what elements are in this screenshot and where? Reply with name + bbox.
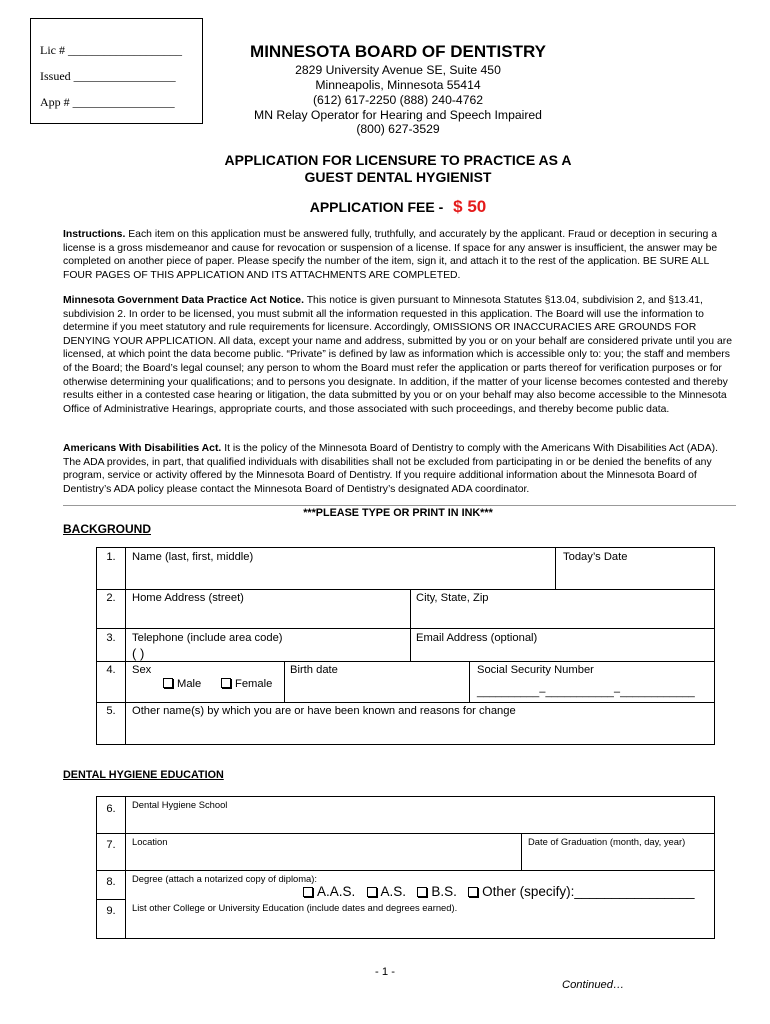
male-checkbox[interactable]: Male [163, 678, 201, 690]
aas-option[interactable]: A.A.S. [303, 884, 355, 899]
board-title: MINNESOTA BOARD OF DENTISTRY [250, 42, 546, 61]
item-number-1: 1. [106, 551, 116, 563]
item-number-8: 8. [106, 876, 116, 888]
other-option[interactable]: Other (specify):________________ [468, 884, 694, 899]
instructions-heading: Instructions. [63, 229, 126, 240]
issued-field: Issued _________________ [40, 69, 176, 83]
background-table [96, 547, 715, 745]
data-practice-paragraph [63, 294, 736, 416]
ada-heading: Americans With Disabilities Act. [63, 443, 222, 454]
ssn-field[interactable]: __________–___________–____________ [477, 686, 695, 698]
location-field[interactable]: Location [132, 836, 168, 847]
other-names-field[interactable]: Other name(s) by which you are or have been known and reasons for change [132, 705, 516, 717]
data-practice-text: This notice is given pursuant to Minnesota Statutes §13.04, subdivision 2, and §13.41, subdivision 2. In order to be licensed, you must submit all the information requested in this application. The Board will use the information to determine if you meet statutory and rule requirements for licensure. Accordingly, OMISSIONS OR INACCURACIES ARE GROUNDS FOR DENYING YOUR APPLICATION. All data, except your name and address, submitted by you or on your behalf are considered private until you are licensed, at which point the data become public. “Private” is defined by law as information which is accessible only to: you; the staff and members of the Board; the Board’s legal counsel; any person to whom the Board must refer the application or parts thereof for verification purposes or for otherwise determining your qualifications; and to persons you designate. In addition, if the matter of your license becomes contested and thereby results either in a contested case hearing or litigation, the data submitted by you or on your behalf may also become accessible to the Minnesota Office of Administrative Hearings, appropriate courts, and those associated with such proceedings, and thereby become public data. [63, 295, 732, 415]
education-table [96, 796, 715, 939]
birth-date-field[interactable]: Birth date [290, 664, 338, 676]
degree-label: Degree (attach a notarized copy of diploma): [132, 873, 317, 884]
bs-option[interactable]: B.S. [417, 884, 457, 899]
continued-note: Continued… [562, 979, 625, 991]
item-number-2: 2. [106, 592, 116, 604]
sex-label: Sex [132, 664, 152, 676]
female-checkbox[interactable]: Female [221, 678, 272, 690]
data-practice-heading: Minnesota Government Data Practice Act Notice. [63, 295, 304, 306]
license-number-field: Lic # ___________________ [40, 43, 182, 57]
fee-label: APPLICATION FEE - [309, 199, 444, 215]
city-state-zip-field[interactable]: City, State, Zip [416, 592, 489, 604]
background-heading: BACKGROUND [63, 522, 151, 536]
board-phone: (612) 617-2250 (888) 240-4762 [312, 93, 484, 107]
office-use-box [30, 18, 203, 124]
divider [63, 505, 736, 506]
checkbox-icon [417, 887, 427, 897]
home-address-field[interactable]: Home Address (street) [132, 592, 244, 604]
item-number-4: 4. [106, 664, 116, 676]
checkbox-icon [303, 887, 313, 897]
application-title-line2: GUEST DENTAL HYGIENIST [304, 169, 492, 185]
todays-date-field[interactable]: Today’s Date [563, 551, 628, 563]
fee-amount: $ 50 [453, 197, 487, 216]
email-field[interactable]: Email Address (optional) [416, 632, 538, 644]
board-address-line2: Minneapolis, Minnesota 55414 [315, 78, 481, 92]
checkbox-icon [163, 678, 173, 688]
application-fee [200, 197, 596, 217]
checkbox-icon [468, 887, 478, 897]
area-code-parens: ( ) [132, 646, 145, 661]
board-relay-phone: (800) 627-3529 [356, 122, 440, 136]
item-number-5: 5. [106, 705, 116, 717]
instructions-paragraph [63, 228, 736, 282]
degree-options [303, 884, 695, 899]
checkbox-icon [367, 887, 377, 897]
item-number-9: 9. [106, 905, 116, 917]
ink-notice: ***PLEASE TYPE OR PRINT IN INK*** [303, 507, 493, 519]
board-address-line1: 2829 University Avenue SE, Suite 450 [295, 63, 501, 77]
board-relay: MN Relay Operator for Hearing and Speech Impaired [254, 108, 542, 122]
app-number-field: App # _________________ [40, 95, 175, 109]
item-number-3: 3. [106, 632, 116, 644]
page-number: - 1 - [375, 966, 395, 978]
ada-text: It is the policy of the Minnesota Board of Dentistry to comply with the Americans With Disabilities Act (ADA). The ADA provides, in part, that qualified individuals with disabilities shall not be excluded from participating in or be denied the benefits of any program, service or activity offered by the Minnesota Board of Dentistry. If you require additional information about the Minnesota Board of Dentistry’s ADA policy please contact the Minnesota Board of Dentistry’s designated ADA coordinator. [63, 443, 718, 495]
other-education-field[interactable]: List other College or University Education (include dates and degrees earned). [132, 902, 458, 913]
checkbox-icon [221, 678, 231, 688]
application-title-line1: APPLICATION FOR LICENSURE TO PRACTICE AS A [224, 152, 572, 168]
item-number-6: 6. [106, 803, 116, 815]
as-option[interactable]: A.S. [367, 884, 407, 899]
ada-paragraph [63, 442, 736, 496]
dental-hygiene-school-field[interactable]: Dental Hygiene School [132, 799, 228, 810]
telephone-field[interactable]: Telephone (include area code) [132, 632, 283, 644]
ssn-label: Social Security Number [477, 664, 594, 676]
education-heading: DENTAL HYGIENE EDUCATION [63, 769, 224, 781]
graduation-date-field[interactable]: Date of Graduation (month, day, year) [528, 836, 686, 847]
item-number-7: 7. [106, 839, 116, 851]
instructions-text: Each item on this application must be answered fully, truthfully, and accurately by the applicant. Fraud or deception in securing a license is a gross misdemeanor and cause for revocation or suspension of a license. If space for any answer is insufficient, the answer may be completed on another piece of paper. Please specify the number of the item, sign it, and attach it to the rest of the application. BE SURE ALL FOUR PAGES OF THIS APPLICATION AND ITS ATTACHMENTS ARE COMPLETED. [63, 229, 718, 281]
name-field[interactable]: Name (last, first, middle) [132, 551, 254, 563]
